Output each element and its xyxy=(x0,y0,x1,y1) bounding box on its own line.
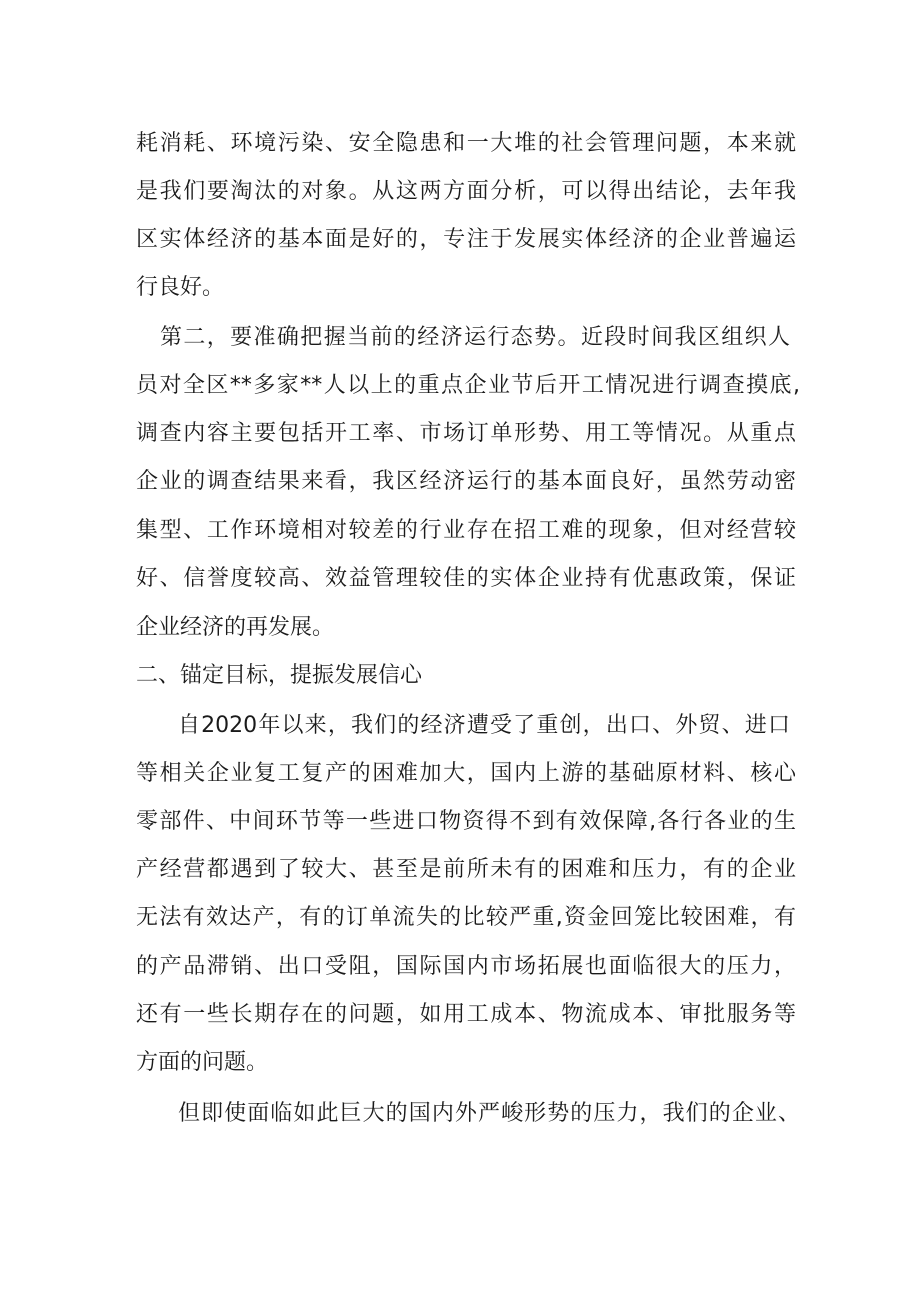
section-heading: 二、锚定目标，提振发展信心 xyxy=(136,663,423,688)
paragraph-line: 调查内容主要包括开工率、市场订单形势、用工等情况。从重点 xyxy=(136,421,796,446)
paragraph-line: 企业经济的再发展。 xyxy=(136,615,335,640)
paragraph-line: 第二，要准确把握当前的经济运行态势。近段时间我区组织人 xyxy=(160,325,790,350)
paragraph-line: 的产品滞销、出口受阻，国际国内市场拓展也面临很大的压力， xyxy=(136,954,796,979)
paragraph-line: 集型、工作环境相对较差的行业存在招工难的现象，但对经营较 xyxy=(136,518,796,543)
paragraph-line: 企业的调查结果来看，我区经济运行的基本面良好，虽然劳动密 xyxy=(136,469,796,494)
paragraph-line: 区实体经济的基本面是好的，专注于发展实体经济的企业普遍运 xyxy=(136,227,796,252)
paragraph-line: 无法有效达产，有的订单流失的比较严重,资金回笼比较困难，有 xyxy=(136,905,796,930)
paragraph-line: 好、信誉度较高、效益管理较佳的实体企业持有优惠政策，保证 xyxy=(136,566,796,591)
paragraph-line: 产经营都遇到了较大、甚至是前所未有的困难和压力，有的企业 xyxy=(136,857,796,882)
paragraph-line: 耗消耗、环境污染、安全隐患和一大堆的社会管理问题，本来就 xyxy=(136,131,796,156)
paragraph-line: 等相关企业复工复产的困难加大，国内上游的基础原材料、核心 xyxy=(136,761,796,786)
paragraph-line: 自2020年以来，我们的经济遭受了重创，出口、外贸、进口 xyxy=(178,713,790,738)
paragraph-line: 员对全区**多家**人以上的重点企业节后开工情况进行调查摸底, xyxy=(136,373,800,398)
paragraph-line: 方面的问题。 xyxy=(136,1050,269,1075)
paragraph-line: 还有一些长期存在的问题，如用工成本、物流成本、审批服务等 xyxy=(136,1002,796,1027)
paragraph-line: 行良好。 xyxy=(136,275,225,300)
paragraph-line: 但即使面临如此巨大的国内外严峻形势的压力，我们的企业、 xyxy=(178,1101,800,1126)
paragraph-line: 零部件、中间环节等一些进口物资得不到有效保障,各行各业的生 xyxy=(136,809,796,834)
paragraph-line: 是我们要淘汰的对象。从这两方面分析，可以得出结论，去年我 xyxy=(136,179,796,204)
